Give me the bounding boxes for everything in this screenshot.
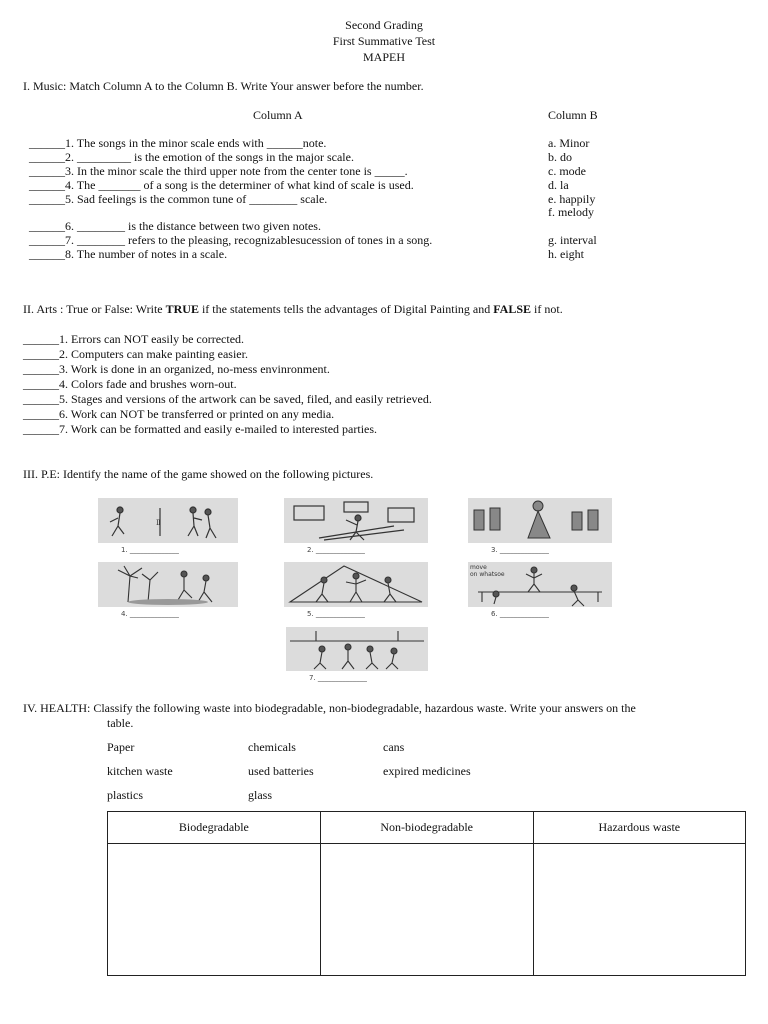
pe-answer-7: 7. ______________ [309,674,367,682]
game-picture-3 [468,498,612,543]
music-item-4: ______4. The _______ of a song is the determiner of what kind of scale is used. [29,178,414,192]
music-heading: I. Music: Match Column A to the Column B. Write Your answer before the number. [23,79,424,93]
music-item-6: ______6. ________ is the distance between two given notes. [29,219,321,233]
answer-cell-non-biodegradable[interactable] [320,844,533,976]
pe-answer-4: 4. ______________ [121,610,179,618]
svg-text:Ⅱ: Ⅱ [156,519,161,527]
arts-heading-true: TRUE [165,302,199,316]
option-e: e. happily [548,192,596,206]
arts-item-5: ______5. Stages and versions of the artwork can be saved, filed, and easily retrieved. [23,392,432,406]
arts-heading-post: if not. [531,302,563,316]
header-line-3: MAPEH [362,50,405,64]
music-item-1: ______1. The songs in the minor scale ends with ______note. [29,136,327,150]
music-item-2: ______2. _________ is the emotion of the songs in the major scale. [29,150,354,164]
music-item-3: ______3. In the minor scale the third upper note from the center tone is _____. [29,164,408,178]
arts-item-2: ______2. Computers can make painting easier. [23,347,248,361]
option-c: c. mode [548,164,586,178]
arts-item-4: ______4. Colors fade and brushes worn-out. [23,377,237,391]
header-line-1: Second Grading [345,18,423,32]
music-item-8: ______8. The number of notes in a scale. [29,247,228,261]
option-h: h. eight [548,247,584,261]
game-picture-2 [284,498,428,543]
answer-cell-biodegradable[interactable] [108,844,321,976]
waste-item-used-batteries: used batteries [248,764,314,778]
header-hazardous-waste: Hazardous waste [533,812,745,844]
arts-heading-pre: II. Arts : True or False: Write [23,302,166,316]
music-item-5: ______5. Sad feelings is the common tune of ________ scale. [29,192,328,206]
waste-item-paper: Paper [107,740,135,754]
game-picture-4 [98,562,238,607]
picture-6-caption: move on whatsoe [470,564,505,578]
option-d: d. la [548,178,569,192]
waste-item-expired-medicines: expired medicines [383,764,471,778]
pe-answer-3: 3. ______________ [491,546,549,554]
game-picture-7 [286,627,428,671]
health-heading-line-2: table. [107,716,134,730]
arts-item-7: ______7. Work can be formatted and easily e-mailed to interested parties. [23,422,378,436]
music-item-7: ______7. ________ refers to the pleasing, recognizablesucession of tones in a song. [29,233,433,247]
waste-item-kitchen-waste: kitchen waste [107,764,173,778]
waste-item-glass: glass [248,788,272,802]
option-g: g. interval [548,233,597,247]
arts-heading [23,302,563,317]
column-b-label: Column B [548,108,598,122]
table-header-row [108,812,746,844]
header-non-biodegradable: Non-biodegradable [320,812,533,844]
waste-item-chemicals: chemicals [248,740,296,754]
arts-heading-mid: if the statements tells the advantages of Digital Painting and [198,302,494,316]
arts-heading-false: FALSE [493,302,532,316]
waste-item-plastics: plastics [107,788,143,802]
option-f: f. melody [548,205,594,219]
pe-answer-1: 1. ______________ [121,546,179,554]
game-picture-6 [468,562,612,607]
header-biodegradable: Biodegradable [108,812,321,844]
pe-answer-6: 6. ______________ [491,610,549,618]
table-answer-row [108,844,746,976]
pe-heading: III. P.E: Identify the name of the game showed on the following pictures. [23,467,374,481]
header-line-2: First Summative Test [332,34,436,48]
answer-cell-hazardous-waste[interactable] [533,844,745,976]
pe-answer-5: 5. ______________ [307,610,365,618]
pe-answer-2: 2. ______________ [307,546,365,554]
health-heading-line-1: IV. HEALTH: Classify the following waste into biodegradable, non-biodegradable, hazardous waste. Write your answers on the [23,701,636,715]
game-picture-5 [284,562,428,607]
column-a-label: Column A [253,108,303,122]
arts-item-6: ______6. Work can NOT be transferred or printed on any media. [23,407,335,421]
option-b: b. do [548,150,572,164]
arts-item-1: ______1. Errors can NOT easily be corrected. [23,332,245,346]
arts-item-3: ______3. Work is done in an organized, no-mess envinronment. [23,362,330,376]
waste-item-cans: cans [383,740,405,754]
option-a: a. Minor [548,136,590,150]
game-picture-1 [98,498,238,543]
waste-classification-table [107,811,746,976]
